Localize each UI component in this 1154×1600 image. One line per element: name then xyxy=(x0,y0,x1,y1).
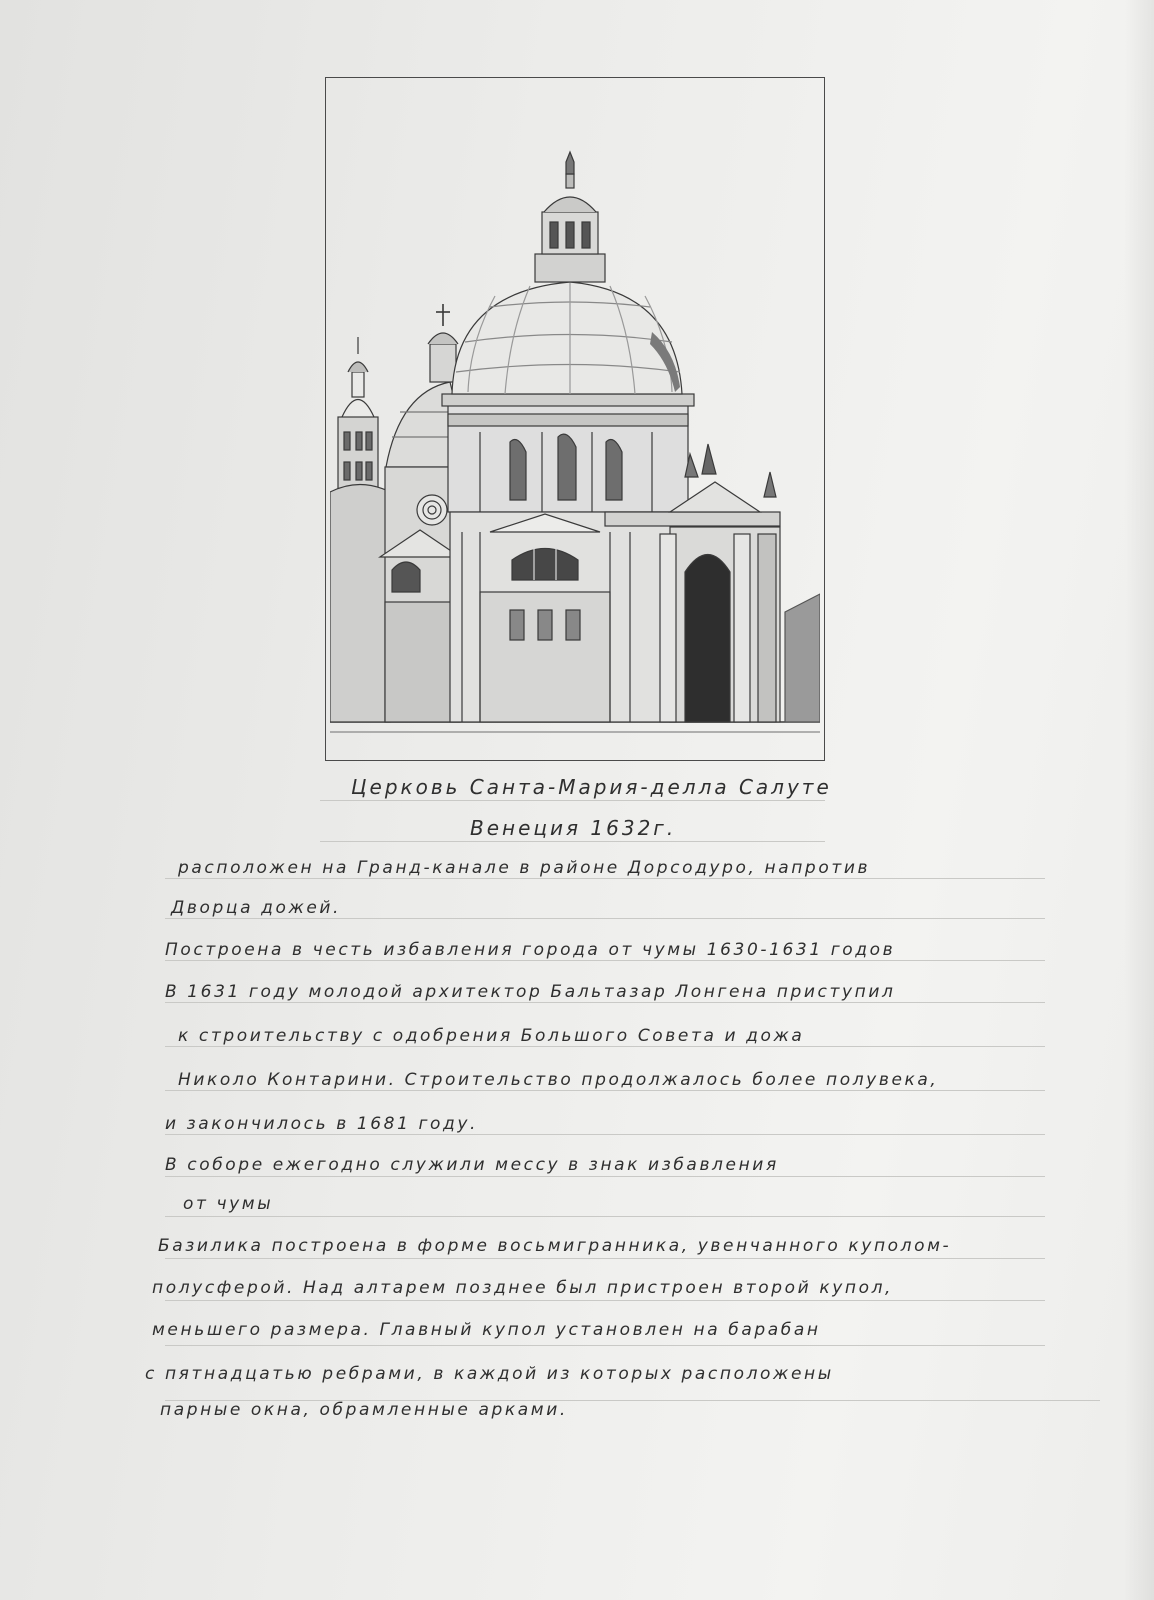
text-line: к строительству с одобрения Большого Совета и дожа xyxy=(178,1026,805,1046)
text-line: Базилика построена в форме восьмигранника, увенчанного куполом- xyxy=(158,1236,952,1256)
text-line: парные окна, обрамленные арками. xyxy=(160,1400,568,1420)
text-line: меньшего размера. Главный купол установлен на барабан xyxy=(152,1320,821,1340)
text-line: В 1631 году молодой архитектор Бальтазар Лонгена приступил xyxy=(165,982,896,1002)
ruled-line xyxy=(165,1046,1045,1047)
text-line: расположен на Гранд-канале в районе Дорсодуро, напротив xyxy=(178,858,871,878)
ruled-line xyxy=(165,1090,1045,1091)
text-line: Дворца дожей. xyxy=(171,898,342,918)
ruled-line xyxy=(165,1258,1045,1259)
text-line: полусферой. Над алтарем позднее был пристроен второй купол, xyxy=(152,1278,894,1298)
ruled-line xyxy=(165,918,1045,919)
ruled-line xyxy=(165,1002,1045,1003)
caption-title: Церковь Санта-Мария-делла Салуте xyxy=(351,775,832,799)
ruled-line xyxy=(165,878,1045,879)
ruled-line xyxy=(165,1345,1045,1346)
caption-place-year: Венеция 1632г. xyxy=(470,816,677,840)
text-line: и закончилось в 1681 году. xyxy=(165,1114,479,1134)
church-drawing xyxy=(330,82,820,756)
ruled-line xyxy=(165,960,1045,961)
text-line: Николо Контарини. Строительство продолжалось более полувека, xyxy=(178,1070,939,1090)
text-line: от чумы xyxy=(183,1194,274,1214)
ruled-line xyxy=(320,841,825,842)
ruled-line xyxy=(165,1134,1045,1135)
ruled-line xyxy=(165,1300,1045,1301)
ruled-line xyxy=(165,1216,1045,1217)
paper-edge-shadow xyxy=(1124,0,1154,1600)
ruled-line xyxy=(320,800,825,801)
text-line: с пятнадцатью ребрами, в каждой из которых расположены xyxy=(145,1364,834,1384)
ruled-line xyxy=(165,1176,1045,1177)
text-line: Построена в честь избавления города от чумы 1630-1631 годов xyxy=(165,940,896,960)
text-line: В соборе ежегодно служили мессу в знак избавления xyxy=(165,1155,779,1175)
